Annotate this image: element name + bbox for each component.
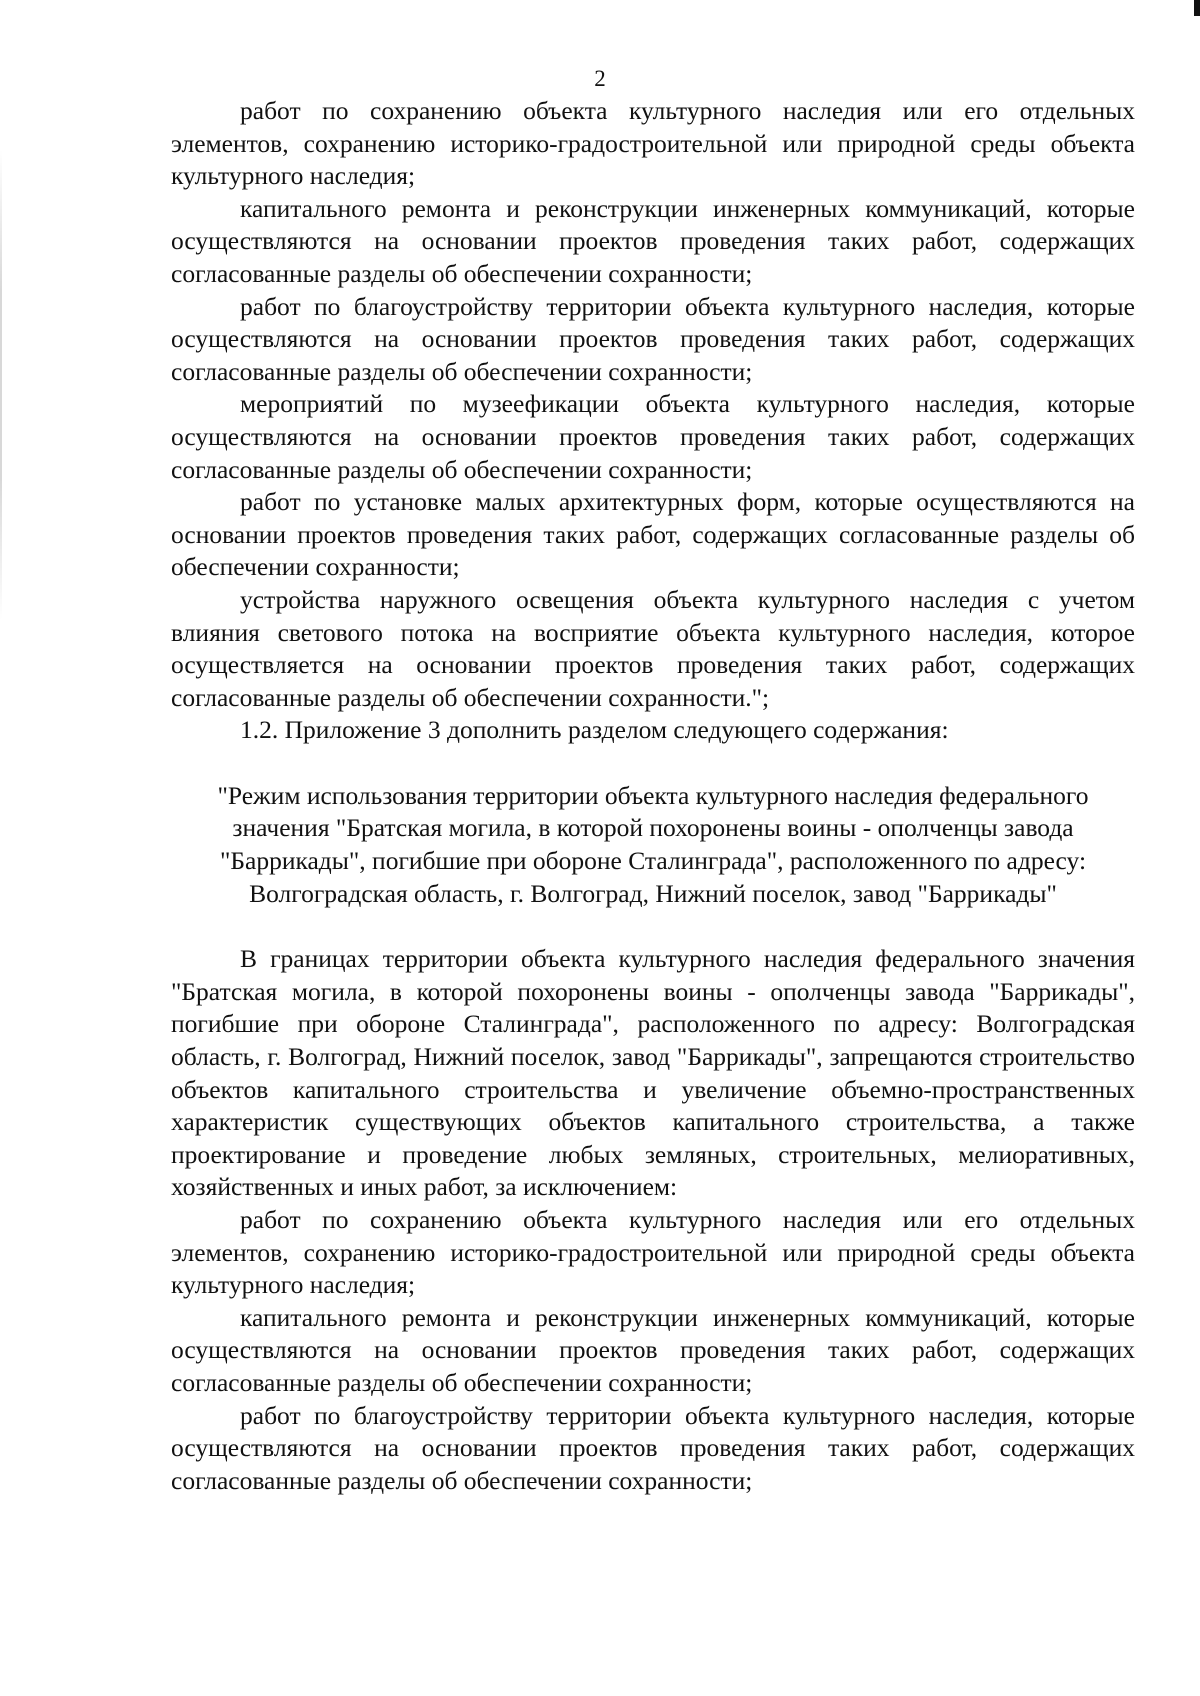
document-body bbox=[171, 95, 1135, 1497]
scan-left-shadow bbox=[0, 150, 2, 620]
paragraph-outdoor-lighting: устройства наружного освещения объекта культурного наследия с учетом влияния светового потока на восприятие объекта культурного наследия, которое осуществляется на основании проектов проведения таких работ, содержащих согласованные разделы об обеспечении сохранности."; bbox=[171, 584, 1135, 712]
paragraph-territory-restrictions: В границах территории объекта культурного наследия федерального значения "Братская могила, в которой похоронены воины - ополченцы завода "Баррикады", погибшие при обороне Сталинграда", расположенного по адресу: Волгоградская область, г. Волгоград, Нижний поселок, завод "Баррикады", запрещаются строительство объектов капитального строительства и увеличение объемно-пространственных характеристик существующих объектов капитального строительства, а также проектирование и проведение любых земляных, строительных, мелиоративных, хозяйственных и иных работ, за исключением: bbox=[171, 944, 1135, 1202]
paragraph-landscaping: работ по благоустройству территории объекта культурного наследия, которые осуществляются на основании проектов проведения таких работ, содержащих согласованные разделы об обеспечении сохранности; bbox=[171, 291, 1135, 386]
page-number: 2 bbox=[594, 66, 606, 91]
section-heading: "Режим использования территории объекта культурного наследия федерального значения "Братская могила, в которой похоронены воины - ополченцы завода "Баррикады", погибшие при обороне Сталинграда", расположенного по адресу: Волгоградская область, г. Волгоград, Нижний поселок, завод "Баррикады" bbox=[217, 780, 1089, 908]
paragraph-utility-repair: капитального ремонта и реконструкции инженерных коммуникаций, которые осуществляются на основании проектов проведения таких работ, содержащих согласованные разделы об обеспечении сохранности; bbox=[171, 193, 1135, 288]
paragraph-utility-repair-2: капитального ремонта и реконструкции инженерных коммуникаций, которые осуществляются на основании проектов проведения таких работ, содержащих согласованные разделы об обеспечении сохранности; bbox=[171, 1302, 1135, 1397]
paragraph-preservation-works: работ по сохранению объекта культурного наследия или его отдельных элементов, сохранению историко-градостроительной или природной среды объекта культурного наследия; bbox=[171, 96, 1135, 191]
scan-edge-mark bbox=[1194, 0, 1200, 16]
paragraph-amendment-1-2: 1.2. Приложение 3 дополнить разделом следующего содержания: bbox=[240, 715, 949, 745]
paragraph-landscaping-2: работ по благоустройству территории объекта культурного наследия, которые осуществляются на основании проектов проведения таких работ, содержащих согласованные разделы об обеспечении сохранности; bbox=[171, 1400, 1135, 1495]
paragraph-small-architectural-forms: работ по установке малых архитектурных форм, которые осуществляются на основании проектов проведения таких работ, содержащих согласованные разделы об обеспечении сохранности; bbox=[171, 487, 1135, 582]
paragraph-museumification: мероприятий по музеефикации объекта культурного наследия, которые осуществляются на основании проектов проведения таких работ, содержащих согласованные разделы об обеспечении сохранности; bbox=[171, 389, 1135, 484]
paragraph-preservation-works-2: работ по сохранению объекта культурного наследия или его отдельных элементов, сохранению историко-градостроительной или природной среды объекта культурного наследия; bbox=[171, 1205, 1135, 1300]
